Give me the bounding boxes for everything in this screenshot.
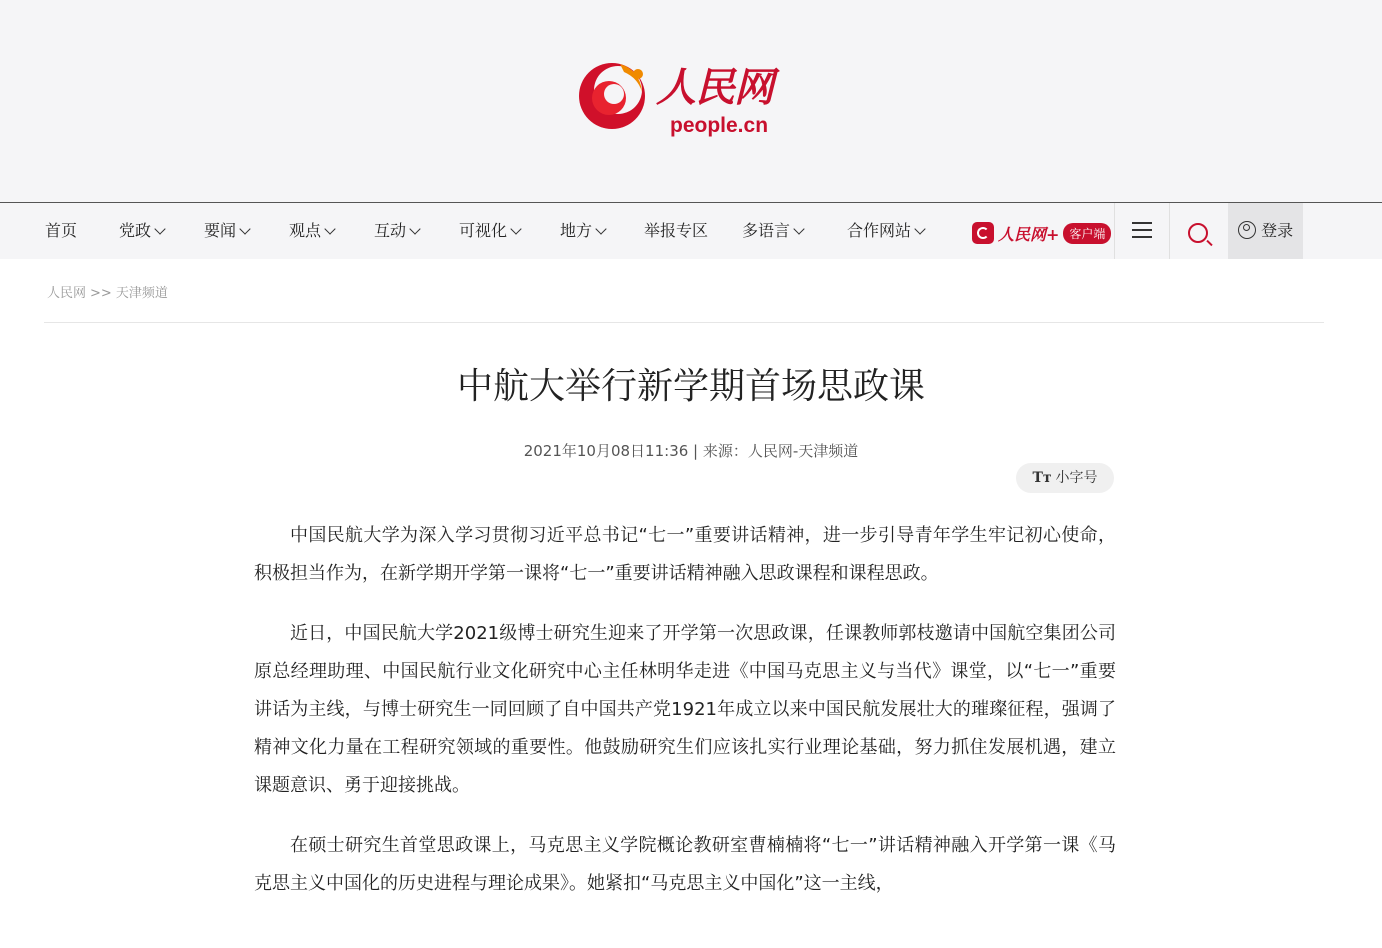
article-paragraph: 中国民航大学为深入学习贯彻习近平总书记“七一”重要讲话精神，进一步引导青年学生牢记初心使命，积极担当作为，在新学期开学第一课将“七一”重要讲话精神融入思政课程和课程思政。 xyxy=(254,525,1116,584)
article-body xyxy=(254,517,1116,925)
nav-item-language[interactable] xyxy=(742,203,803,259)
article-meta: 2021年10月08日11:36 | 来源：人民网-天津频道 xyxy=(523,442,859,460)
chevron-down-icon xyxy=(324,223,335,234)
nav-label: 要闻 xyxy=(204,221,237,240)
breadcrumb-home[interactable]: 人民网 xyxy=(47,286,87,301)
nav-label: 观点 xyxy=(289,221,322,240)
nav-label: 举报专区 xyxy=(644,221,709,240)
article-title: 中航大举行新学期首场思政课 xyxy=(456,366,925,407)
font-size-toggle[interactable] xyxy=(1016,463,1114,493)
article-paragraph: 在硕士研究生首堂思政课上，马克思主义学院概论教研室曹楠楠将“七一”讲话精神融入开学第一课《马克思主义中国化的历史进程与理论成果》。她紧扣“马克思主义中国化”这一主线， xyxy=(254,835,1116,894)
nav-label: 地方 xyxy=(560,221,593,240)
nav-label: 党政 xyxy=(119,221,152,240)
menu-icon[interactable] xyxy=(1132,222,1152,238)
chevron-down-icon xyxy=(595,223,606,234)
nav-label: 互动 xyxy=(374,221,407,240)
nav-item-local[interactable] xyxy=(560,203,605,259)
divider xyxy=(44,322,1324,323)
logo-swirl-icon xyxy=(576,56,652,132)
nav-label: 多语言 xyxy=(742,221,791,240)
nav-item-interact[interactable] xyxy=(374,203,419,259)
breadcrumb xyxy=(47,282,168,301)
logo-brand-en: people.cn xyxy=(670,114,769,137)
chevron-down-icon xyxy=(154,223,165,234)
font-size-icon: Tт xyxy=(1032,470,1052,486)
nav-item-news[interactable] xyxy=(204,203,249,259)
app-label: 人民网+ xyxy=(998,224,1060,244)
app-tag: 客户端 xyxy=(1063,223,1111,244)
chevron-down-icon xyxy=(793,223,804,234)
app-download-link[interactable] xyxy=(972,221,1111,245)
login-button[interactable] xyxy=(1228,203,1303,259)
nav-divider xyxy=(1169,203,1170,259)
font-size-label: 小字号 xyxy=(1055,470,1098,486)
article-paragraph: 近日，中国民航大学2021级博士研究生迎来了开学第一次思政课，任课教师郭枝邀请中国航空集团公司原总经理助理、中国民航行业文化研究中心主任林明华走进《中国马克思主义与当代》课堂，以“七一”重要讲话为主线，与博士研究生一同回顾了自中国共产党1921年成立以来中国民航发展壮大的璀璨征程，强调了精神文化力量在工程研究领域的重要性。他鼓励研究生们应该扎实行业理论基础，努力抓住发展机遇，建立课题意识、勇于迎接挑战。 xyxy=(254,623,1116,796)
login-label: 登录 xyxy=(1261,221,1294,240)
nav-item-visual[interactable] xyxy=(459,203,520,259)
search-icon[interactable] xyxy=(1188,223,1208,243)
nav-label: 可视化 xyxy=(459,221,508,240)
breadcrumb-separator: >> xyxy=(90,286,112,301)
chevron-down-icon xyxy=(239,223,250,234)
logo-brand-cn: 人民网 xyxy=(656,64,773,111)
user-icon xyxy=(1238,221,1256,239)
nav-item-partners[interactable] xyxy=(847,203,924,259)
nav-item-party[interactable] xyxy=(119,203,164,259)
nav-label: 合作网站 xyxy=(847,221,912,240)
nav-item-opinion[interactable] xyxy=(289,203,334,259)
people-cn-logo[interactable] xyxy=(576,56,796,142)
app-logo-icon xyxy=(972,222,994,244)
site-header xyxy=(0,0,1382,202)
breadcrumb-channel[interactable]: 天津频道 xyxy=(115,286,168,301)
nav-label: 首页 xyxy=(45,221,78,240)
chevron-down-icon xyxy=(409,223,420,234)
chevron-down-icon xyxy=(914,223,925,234)
chevron-down-icon xyxy=(510,223,521,234)
nav-item-home[interactable] xyxy=(45,203,77,259)
nav-item-report[interactable] xyxy=(644,203,708,259)
nav-divider xyxy=(1114,203,1115,259)
main-nav xyxy=(0,202,1382,259)
